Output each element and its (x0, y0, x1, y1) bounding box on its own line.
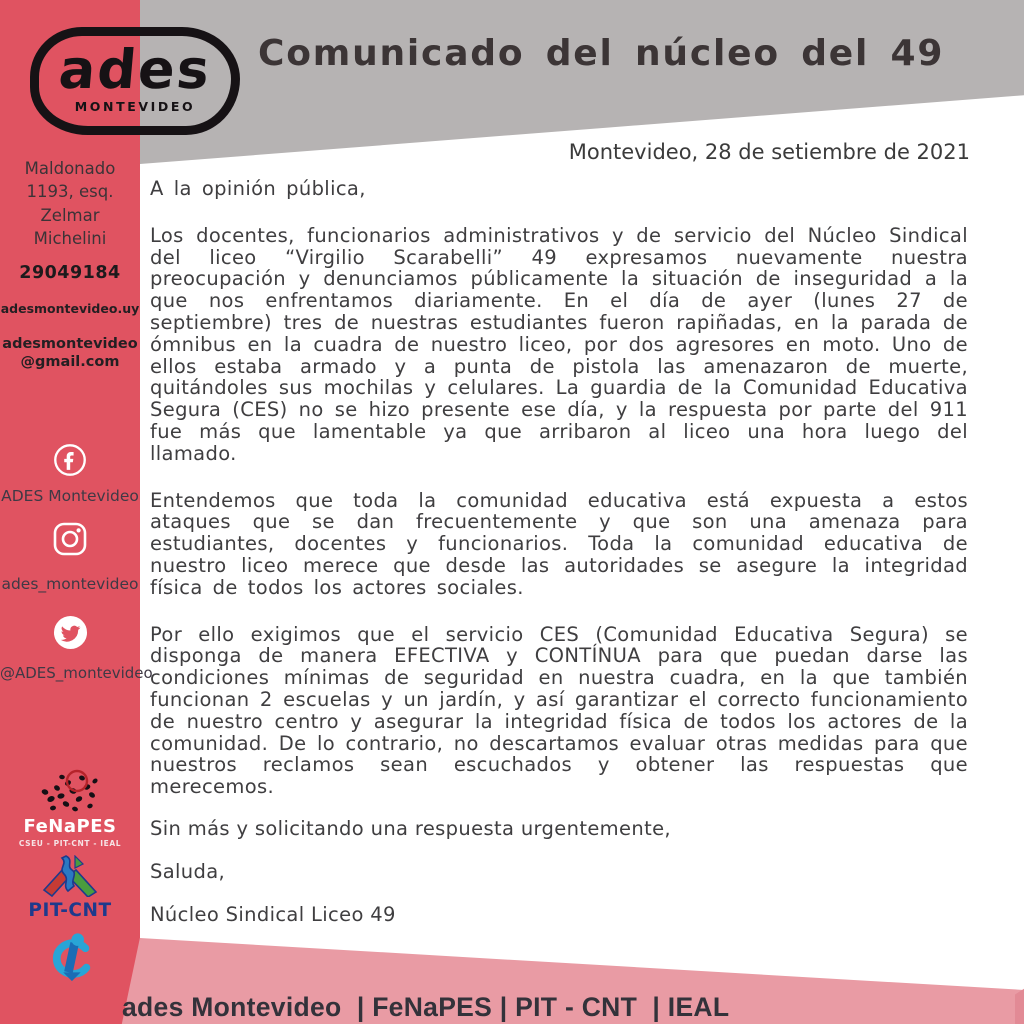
ades-logo (30, 27, 240, 135)
education-international-icon (42, 930, 98, 984)
facebook-icon (53, 443, 87, 477)
ades-logo-subtext: MONTEVIDEO (74, 99, 196, 114)
facebook-handle: ADES Montevideo (1, 487, 139, 505)
website: adesmontevideo.uy (0, 301, 140, 316)
date-line: Montevideo, 28 de setiembre de 2021 (568, 140, 970, 164)
salutation: A la opinión pública, (150, 177, 366, 200)
footer-organizations: ades Montevideo | FeNaPES | PIT - CNT | IEAL (122, 992, 730, 1022)
email-address: adesmontevideo @gmail.com (2, 336, 138, 370)
address (0, 157, 140, 251)
fenapes-logo (0, 768, 140, 848)
phone-number: 29049184 (19, 263, 121, 283)
instagram-handle: ades_montevideo (1, 575, 139, 593)
pitcnt-name: PIT-CNT (28, 900, 112, 921)
fenapes-emblem-icon (35, 768, 105, 814)
fenapes-subtitle: CSEU - PIT-CNT - IEAL (18, 839, 122, 848)
address-line: Zelmar (40, 205, 100, 225)
pitcnt-logo (0, 855, 140, 921)
twitter-handle: @ADES_montevideo (0, 664, 153, 682)
paragraph-2: Entendemos que toda la comunidad educativa está expuesta a estos ataques que se dan frecuentemente y que son una amenaza para estudiantes, docentes y funcionarios. Toda la comunidad educativa de nuestro liceo merece que desde las autoridades se asegure la integridad física de todos los actores sociales. (150, 488, 968, 599)
instagram-icon (52, 521, 88, 557)
paragraph-3: Por ello exigimos que el servicio CES (Comunidad Educativa Segura) se disponga de manera EFECTIVA y CONTÍNUA para que puedan darse las condiciones mínimas de seguridad en nuestra cuadra, en la que también funcionan 2 escuelas y un jardín, y así garantizar el correcto funcionamiento de nuestro centro y asegurar la integridad física de todos los actores de la comunidad. De lo contrario, no descartamos evaluar otras medidas para que nuestros reclamos sean escuchados y obtener las respuestas que merecemos. (150, 622, 968, 799)
ades-logo-text: ades (56, 38, 214, 101)
closing-line: Sin más y solicitando una respuesta urgentemente, (150, 817, 671, 840)
letter-body (150, 178, 968, 823)
fenapes-name: FeNaPES (23, 816, 117, 837)
address-line: Michelini (33, 229, 107, 249)
address-line: Maldonado (24, 159, 116, 178)
twitter-icon (53, 615, 88, 650)
valediction: Saluda, (150, 860, 226, 883)
sidebar (0, 0, 153, 1024)
pitcnt-emblem-icon (39, 855, 101, 897)
address-line: 1193, esq. (26, 182, 114, 202)
page-title: Comunicado del núcleo del 49 (258, 33, 945, 74)
paragraph-1: Los docentes, funcionarios administrativos y de servicio del Núcleo Sindical del liceo “Virgilio Scarabelli” 49 expresamos nuevamente nuestra preocupación y denunciamos públicamente la situación de inseguridad a la que nos enfrentamos diariamente. En el día de ayer (lunes 27 de septiembre) tres de nuestras estudiantes fueron rapiñadas, en la parada de ómnibus en la cuadra de nuestro liceo, por dos agresores en moto. Uno de ellos estaba armado y a punta de pistola las amenazaron de muerte, quitándoles sus mochilas y celulares. La guardia de la Comunidad Educativa Segura (CES) no se hizo presente ese día, y la respuesta por parte del 911 fue más que lamentable ya que arribaron al liceo una hora luego del llamado. (150, 223, 968, 465)
signature: Núcleo Sindical Liceo 49 (150, 903, 396, 926)
